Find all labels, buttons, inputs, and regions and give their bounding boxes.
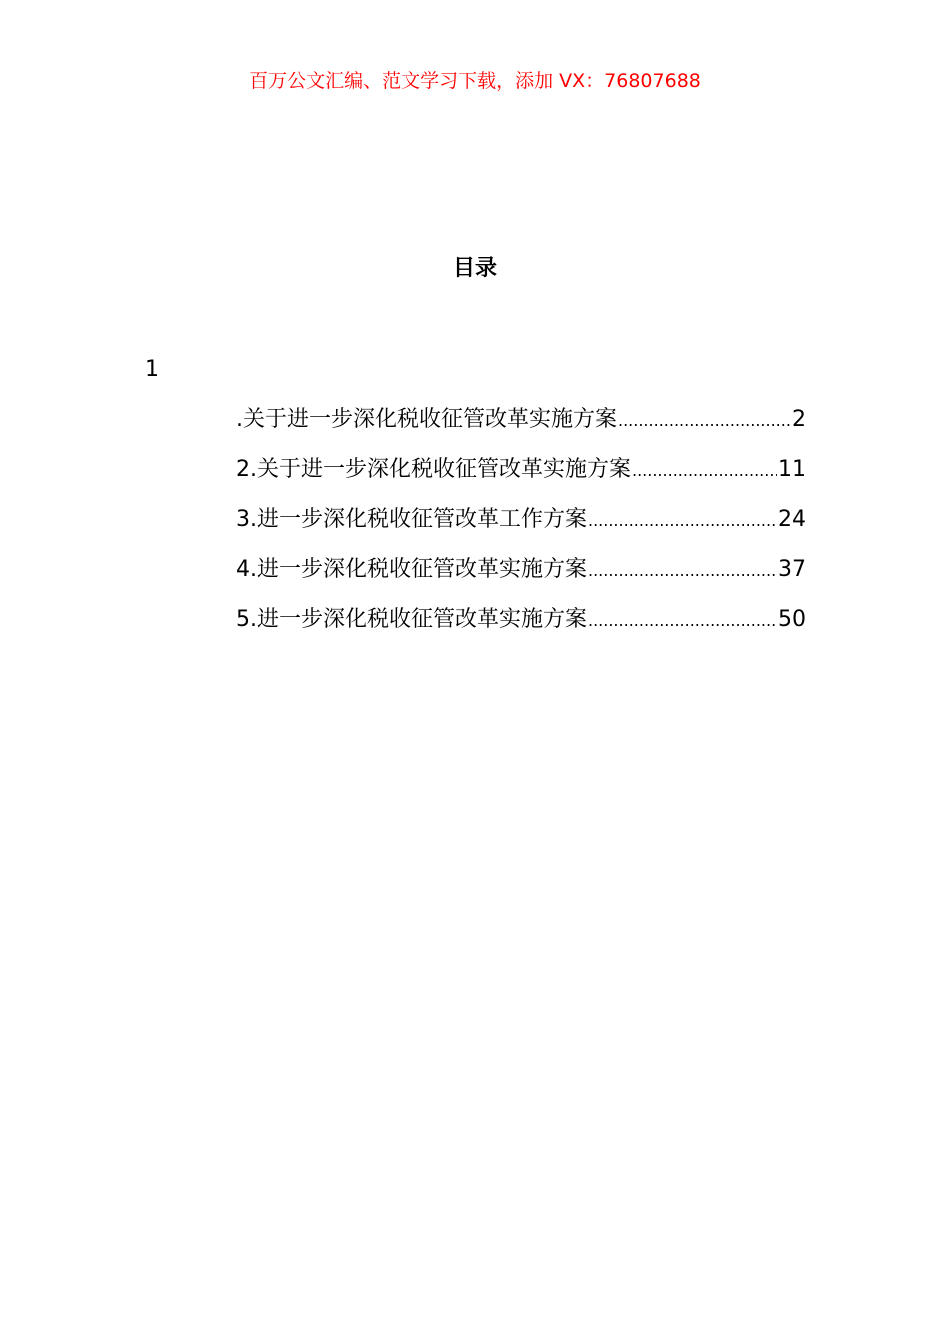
toc-entry-title: 4.进一步深化税收征管改革实施方案 (236, 557, 587, 582)
toc-title: 目录 (452, 256, 497, 281)
toc-entry-title: 5.进一步深化税收征管改革实施方案 (236, 607, 587, 632)
toc-entry-title: 2.关于进一步深化税收征管改革实施方案 (236, 457, 631, 482)
toc-entry-page: 37 (778, 557, 806, 582)
toc-entry-page: 24 (778, 507, 806, 532)
header-promo-text: 百万公文汇编、范文学习下载，添加 VX：76807688 (249, 70, 701, 92)
toc-entry-page: 50 (778, 607, 806, 632)
dot-leader (588, 602, 777, 639)
toc-entry[interactable] (236, 502, 806, 552)
toc-entry-title: .关于进一步深化税收征管改革实施方案 (236, 407, 617, 432)
toc-entry[interactable] (236, 602, 806, 652)
toc-entry[interactable] (236, 452, 806, 502)
toc-entry-page: 11 (778, 457, 806, 482)
dot-leader (588, 552, 777, 589)
toc-entry-page: 2 (792, 407, 806, 432)
toc-leading-number: 1 (145, 357, 159, 382)
dot-leader (632, 452, 777, 489)
toc-entry[interactable] (236, 402, 806, 452)
dot-leader (588, 502, 777, 539)
toc-list (236, 402, 806, 652)
dot-leader (618, 402, 791, 439)
toc-entry[interactable] (236, 552, 806, 602)
toc-entry-title: 3.进一步深化税收征管改革工作方案 (236, 507, 587, 532)
